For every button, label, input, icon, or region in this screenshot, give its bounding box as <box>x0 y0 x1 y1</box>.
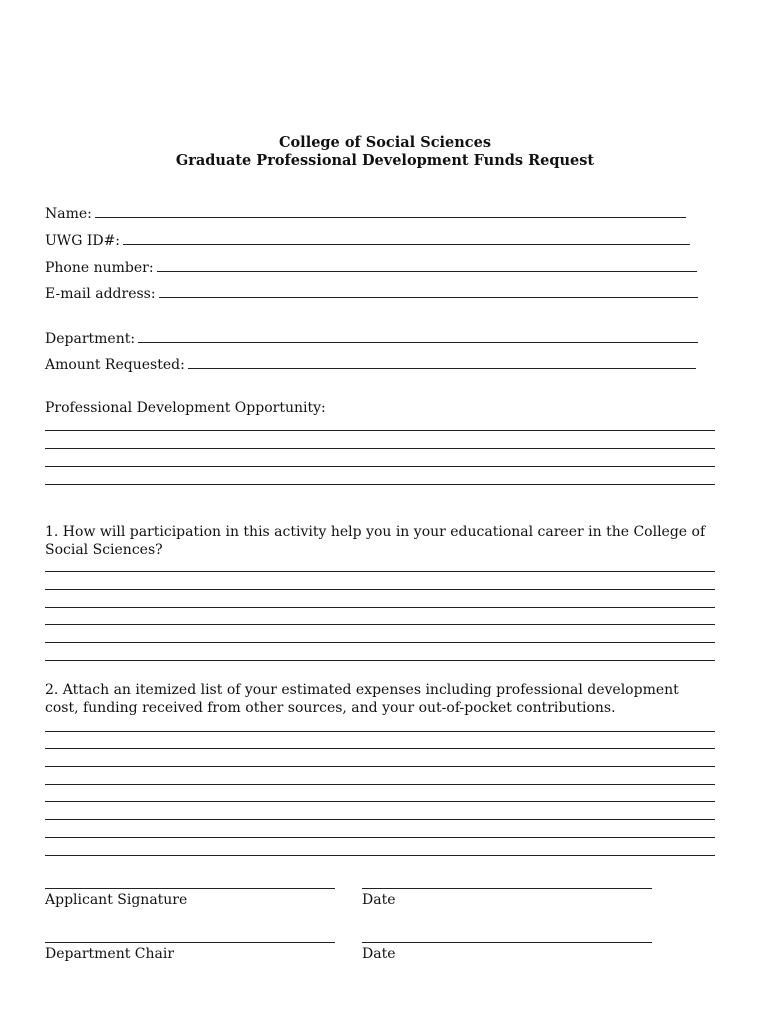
phone-label: Phone number: <box>45 260 154 276</box>
question-2: 2. Attach an itemized list of your estimated expenses including professional development cost, funding received from other sources, and your out-of-pocket contributions. <box>45 682 679 716</box>
applicant-signature-label: Applicant Signature <box>45 892 188 908</box>
opportunity-line[interactable] <box>45 484 715 485</box>
answer-2-line[interactable] <box>45 784 715 785</box>
email-label: E-mail address: <box>45 286 156 302</box>
uwg-id-line[interactable] <box>123 243 690 245</box>
answer-2-line[interactable] <box>45 766 715 767</box>
answer-2-line[interactable] <box>45 731 715 732</box>
form-title: Graduate Professional Development Funds Request <box>175 152 595 169</box>
answer-1-line[interactable] <box>45 589 715 590</box>
department-line[interactable] <box>138 341 698 343</box>
answer-1-line[interactable] <box>45 607 715 608</box>
phone-line[interactable] <box>157 270 697 272</box>
college-title: College of Social Sciences <box>278 134 492 151</box>
applicant-date-label: Date <box>362 892 396 908</box>
chair-signature-line[interactable] <box>45 942 335 943</box>
opportunity-line[interactable] <box>45 448 715 449</box>
answer-2-line[interactable] <box>45 801 715 802</box>
question-1: 1. How will participation in this activity help you in your educational career in the College of Social Sciences? <box>45 524 706 558</box>
opportunity-line[interactable] <box>45 430 715 431</box>
answer-1-line[interactable] <box>45 571 715 572</box>
name-field[interactable] <box>45 202 686 222</box>
email-field[interactable] <box>45 282 698 302</box>
department-field[interactable] <box>45 327 698 347</box>
applicant-date-line[interactable] <box>362 888 652 889</box>
opportunity-label: Professional Development Opportunity: <box>45 400 326 416</box>
chair-signature-label: Department Chair <box>45 946 175 962</box>
name-label: Name: <box>45 206 92 222</box>
amount-label: Amount Requested: <box>45 357 185 373</box>
chair-date-label: Date <box>362 946 396 962</box>
applicant-signature-line[interactable] <box>45 888 335 889</box>
answer-2-line[interactable] <box>45 855 715 856</box>
answer-1-line[interactable] <box>45 660 715 661</box>
name-line[interactable] <box>95 216 686 218</box>
answer-1-line[interactable] <box>45 624 715 625</box>
answer-2-line[interactable] <box>45 819 715 820</box>
answer-1-line[interactable] <box>45 642 715 643</box>
answer-2-line[interactable] <box>45 837 715 838</box>
email-line[interactable] <box>159 296 698 298</box>
answer-2-line[interactable] <box>45 748 715 749</box>
uwg-id-label: UWG ID#: <box>45 233 121 249</box>
chair-date-line[interactable] <box>362 942 652 943</box>
department-label: Department: <box>45 331 136 347</box>
amount-line[interactable] <box>188 367 696 369</box>
phone-field[interactable] <box>45 256 697 276</box>
uwg-id-field[interactable] <box>45 229 690 249</box>
opportunity-line[interactable] <box>45 466 715 467</box>
amount-field[interactable] <box>45 353 696 373</box>
